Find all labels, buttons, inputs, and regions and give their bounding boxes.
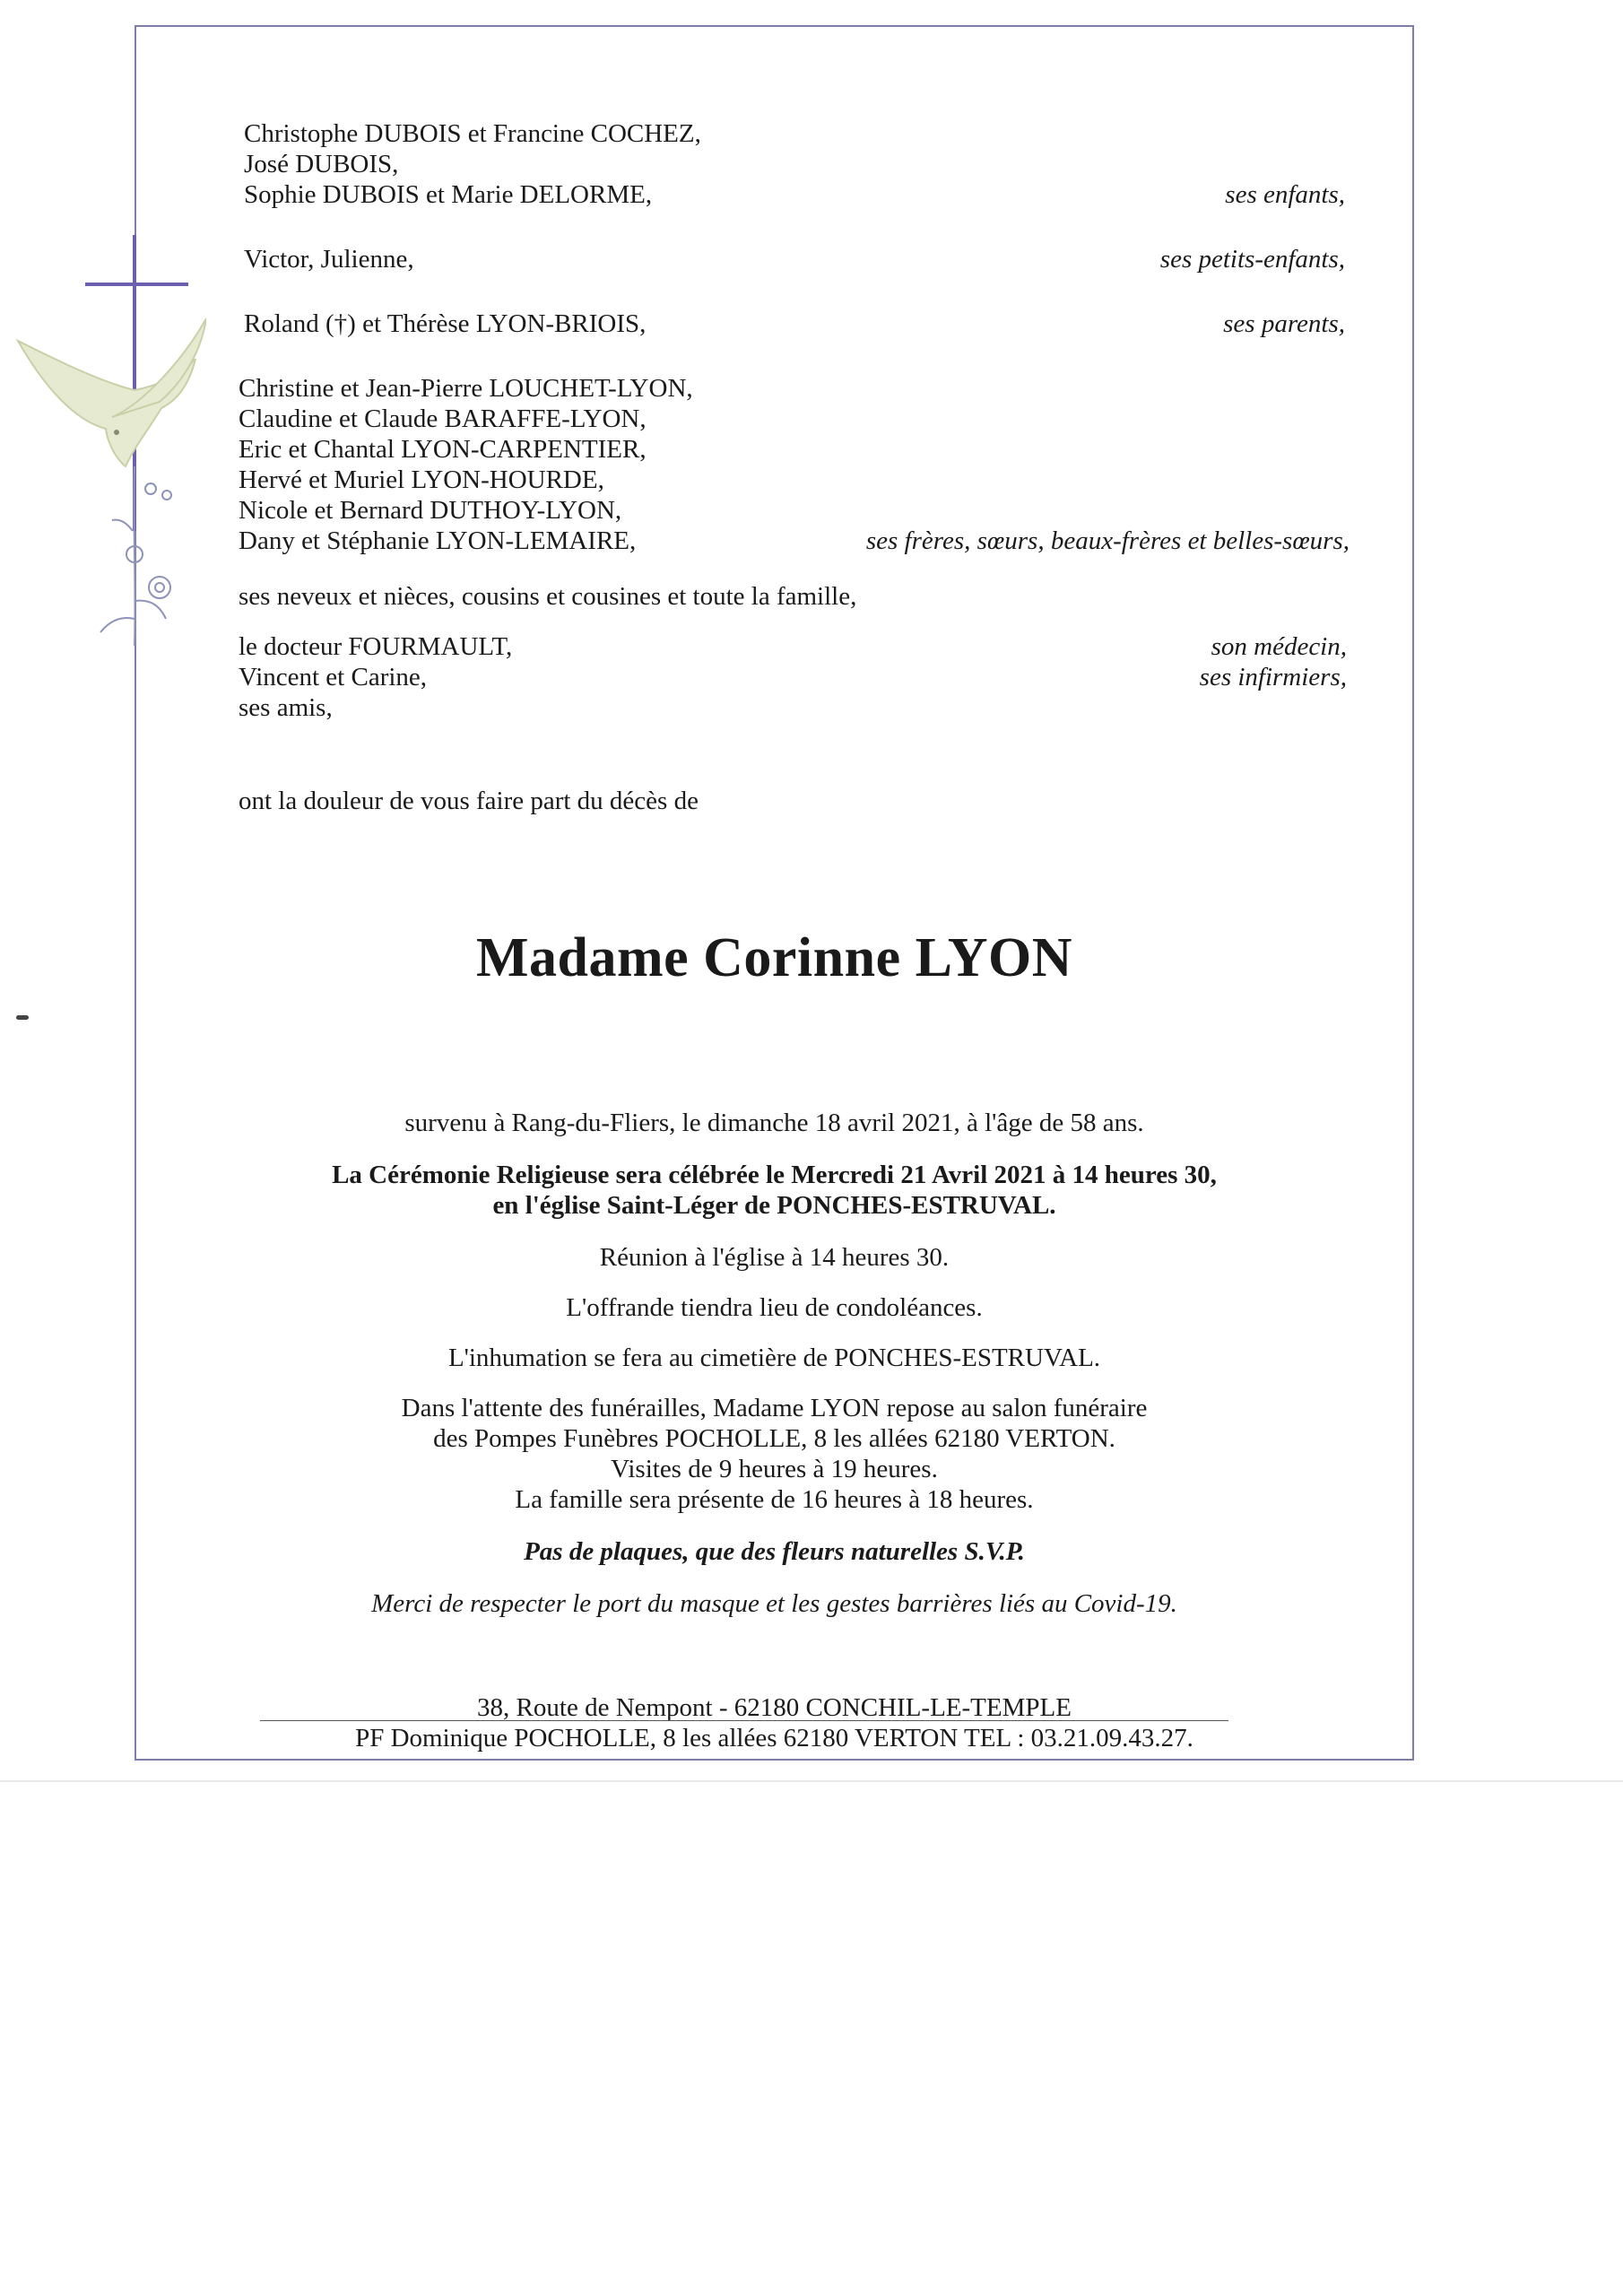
nurses-role: ses infirmiers, xyxy=(1199,663,1347,691)
flowers-request: Pas de plaques, que des fleurs naturelles S.V.P. xyxy=(524,1537,1025,1566)
ceremony-line-1: La Cérémonie Religieuse sera célébrée le Mercredi 21 Avril 2021 à 14 heures 30, xyxy=(332,1161,1217,1189)
doctor: le docteur FOURMAULT, xyxy=(239,632,513,661)
parents: Roland (†) et Thérèse LYON-BRIOIS, xyxy=(244,309,647,338)
child-3: Sophie DUBOIS et Marie DELORME, xyxy=(244,180,653,209)
rest-line-2: des Pompes Funèbres POCHOLLE, 8 les allées 62180 VERTON. xyxy=(433,1424,1115,1453)
grandchildren: Victor, Julienne, xyxy=(244,245,414,274)
family-presence: La famille sera présente de 16 heures à 18 heures. xyxy=(515,1485,1034,1514)
footer-divider xyxy=(260,1720,1228,1721)
burial-info: L'inhumation se fera au cimetière de PONCHES-ESTRUVAL. xyxy=(447,1344,1101,1372)
sibling-6: Dany et Stéphanie LYON-LEMAIRE, xyxy=(239,526,637,555)
friends: ses amis, xyxy=(239,693,333,722)
children-role: ses enfants, xyxy=(1225,180,1345,209)
scan-edge xyxy=(0,1780,1623,1782)
child-2: José DUBOIS, xyxy=(244,150,399,178)
footer-address: 38, Route de Nempont - 62180 CONCHIL-LE-TEMPLE xyxy=(477,1693,1072,1722)
parents-role: ses parents, xyxy=(1223,309,1345,338)
meeting-info: Réunion à l'église à 14 heures 30. xyxy=(599,1243,950,1272)
covid-notice: Merci de respecter le port du masque et les gestes barrières liés au Covid-19. xyxy=(371,1589,1177,1618)
visiting-hours: Visites de 9 heures à 19 heures. xyxy=(611,1455,938,1483)
dove-icon xyxy=(18,318,206,466)
sibling-3: Eric et Chantal LYON-CARPENTIER, xyxy=(239,435,647,464)
grandchildren-role: ses petits-enfants, xyxy=(1159,245,1345,274)
doctor-role: son médecin, xyxy=(1211,632,1347,661)
footer-funeral-home: PF Dominique POCHOLLE, 8 les allées 62180 VERTON TEL : 03.21.09.43.27. xyxy=(355,1724,1193,1752)
extended-family: ses neveux et nièces, cousins et cousines et toute la famille, xyxy=(239,582,857,611)
ceremony-line-2: en l'église Saint-Léger de PONCHES-ESTRUVAL. xyxy=(492,1191,1056,1220)
death-details: survenu à Rang-du-Fliers, le dimanche 18 avril 2021, à l'âge de 58 ans. xyxy=(404,1109,1144,1137)
nurses: Vincent et Carine, xyxy=(239,663,428,691)
offering-info: L'offrande tiendra lieu de condoléances. xyxy=(566,1293,983,1322)
sibling-1: Christine et Jean-Pierre LOUCHET-LYON, xyxy=(239,374,693,403)
announcement: ont la douleur de vous faire part du décès de xyxy=(239,787,699,815)
scan-speck xyxy=(16,1015,29,1020)
rest-line-1: Dans l'attente des funérailles, Madame LYON repose au salon funéraire xyxy=(401,1394,1148,1422)
siblings-role: ses frères, sœurs, beaux-frères et belles-sœurs, xyxy=(865,526,1350,555)
child-1: Christophe DUBOIS et Francine COCHEZ, xyxy=(244,119,701,148)
deceased-name: Madame Corinne LYON xyxy=(475,927,1073,988)
cross-dove-flower-illustration xyxy=(0,224,206,691)
sibling-2: Claudine et Claude BARAFFE-LYON, xyxy=(239,404,647,433)
sibling-4: Hervé et Muriel LYON-HOURDE, xyxy=(239,465,604,494)
sibling-5: Nicole et Bernard DUTHOY-LYON, xyxy=(239,496,622,525)
